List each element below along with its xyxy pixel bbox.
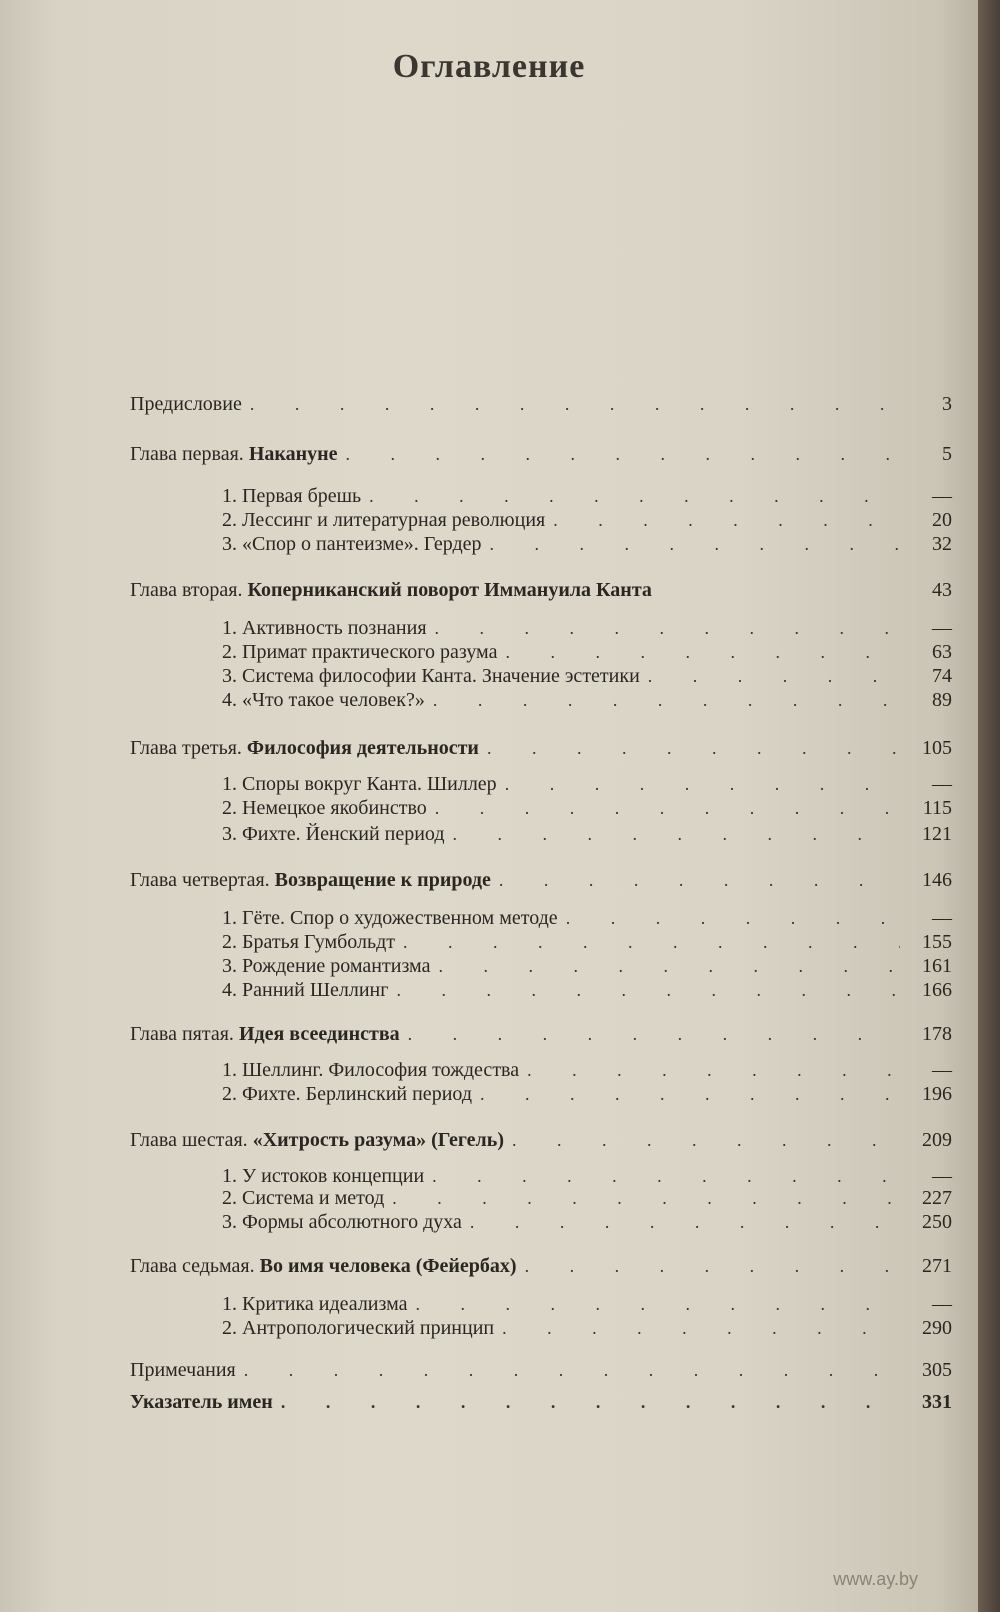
toc-page: 43 (932, 579, 952, 601)
chapter-prefix: Глава пятая. (130, 1023, 234, 1045)
toc-section (222, 1206, 952, 1234)
chapter-name: Философия деятельности (246, 737, 479, 759)
toc-chapter-4 (130, 864, 952, 892)
toc-page: 178 (922, 1023, 952, 1045)
section-label: 3. «Спор о пантеизме». Гердер (222, 533, 482, 555)
background-edge (978, 0, 1000, 1612)
section-label: 4. «Что такое человек?» (222, 689, 425, 711)
section-label: 3. Фихте. Йенский период (222, 823, 445, 845)
chapter-name: Накануне (248, 443, 338, 465)
toc-section (222, 1312, 952, 1340)
chapter-name: Возвращение к природе (274, 869, 491, 891)
toc-page: 146 (922, 869, 952, 891)
toc-page: — (932, 907, 952, 929)
section-label: 1. Шеллинг. Философия тождества (222, 1059, 520, 1081)
toc-page: — (932, 485, 952, 507)
section-label: 1. У истоков концепции (222, 1165, 425, 1187)
leader-dots (396, 978, 900, 1002)
leader-dots (408, 1022, 900, 1046)
section-label: 1. Критика идеализма (222, 1293, 408, 1315)
leader-dots (244, 1358, 900, 1382)
toc-chapter-6 (130, 1124, 952, 1152)
toc-page: — (932, 617, 952, 639)
leader-dots (250, 392, 900, 416)
toc-section (222, 792, 952, 820)
section-label: 1. Первая брешь (222, 485, 362, 507)
toc-section (222, 1078, 952, 1106)
section-label: 2. Лессинг и литературная революция (222, 509, 546, 531)
toc-page: 227 (922, 1187, 952, 1209)
toc-chapter-3 (130, 732, 952, 760)
toc-entry-index (130, 1386, 952, 1414)
leader-dots (453, 822, 900, 846)
toc-section (222, 528, 952, 556)
leader-dots (470, 1210, 900, 1234)
toc-chapter-1 (130, 438, 952, 466)
section-label: 2. Немецкое якобинство (222, 797, 427, 819)
leader-dots (502, 1316, 900, 1340)
chapter-prefix: Глава вторая. (130, 579, 243, 601)
toc-section (222, 684, 952, 712)
toc-page: 121 (922, 823, 952, 845)
toc-page: 290 (922, 1317, 952, 1339)
section-label: 4. Ранний Шеллинг (222, 979, 389, 1001)
leader-dots (480, 1082, 900, 1106)
section-label: 2. Система и метод (222, 1187, 385, 1209)
watermark: www.ay.by (833, 1569, 918, 1589)
chapter-name: Идея всеединства (238, 1023, 400, 1045)
toc-page: 32 (932, 533, 952, 555)
toc-page: 20 (932, 509, 952, 531)
leader-dots (525, 1254, 900, 1278)
toc-page: — (932, 1165, 952, 1187)
toc-page: 89 (932, 689, 952, 711)
toc-page: 74 (932, 665, 952, 687)
section-label: 2. Братья Гумбольдт (222, 931, 396, 953)
section-label: 1. Гёте. Спор о художественном методе (222, 907, 558, 929)
toc-page: — (932, 773, 952, 795)
chapter-prefix: Глава четвертая. (130, 869, 270, 891)
leader-dots (512, 1128, 900, 1152)
section-label: 3. Формы абсолютного духа (222, 1211, 462, 1233)
toc-page: 305 (922, 1359, 952, 1381)
toc-page: 271 (922, 1255, 952, 1277)
section-label: 3. Система философии Канта. Значение эстетики (222, 665, 640, 687)
section-label: 1. Споры вокруг Канта. Шиллер (222, 773, 497, 795)
leader-dots (499, 868, 900, 892)
toc-entry-preface (130, 388, 952, 416)
toc-page: 250 (922, 1211, 952, 1233)
section-label: 1. Активность познания (222, 617, 427, 639)
toc-page: 196 (922, 1083, 952, 1105)
chapter-prefix: Глава первая. (130, 443, 244, 465)
toc-chapter-5 (130, 1018, 952, 1046)
section-label: 2. Примат практического разума (222, 641, 498, 663)
leader-dots (433, 688, 900, 712)
toc-chapter-2 (130, 574, 952, 602)
chapter-name: Во имя человека (Фейербах) (259, 1255, 517, 1277)
toc-page: 63 (932, 641, 952, 663)
toc-chapter-7 (130, 1250, 952, 1278)
toc-label: Примечания (130, 1359, 236, 1381)
chapter-name: «Хитрость разума» (Гегель) (252, 1129, 504, 1151)
chapter-prefix: Глава седьмая. (130, 1255, 255, 1277)
leader-dots (487, 736, 900, 760)
toc-page: 5 (942, 443, 952, 465)
chapter-prefix: Глава шестая. (130, 1129, 248, 1151)
toc-page: 3 (942, 393, 952, 415)
page-title: Оглавление (392, 48, 586, 85)
toc-entry-notes (130, 1354, 952, 1382)
toc-page: 166 (922, 979, 952, 1001)
toc-page: — (932, 1293, 952, 1315)
section-label: 2. Фихте. Берлинский период (222, 1083, 472, 1105)
toc-page: 331 (922, 1391, 952, 1413)
toc-section (222, 974, 952, 1002)
toc-page: — (932, 1059, 952, 1081)
toc-page: 105 (922, 737, 952, 759)
toc-section (222, 818, 952, 846)
toc-page: 161 (922, 955, 952, 977)
chapter-name: Коперниканский поворот Иммануила Канта (247, 579, 652, 601)
leader-dots (490, 532, 900, 556)
toc-page: 155 (922, 931, 952, 953)
leader-dots (346, 442, 900, 466)
toc-page: 209 (922, 1129, 952, 1151)
leader-dots (435, 796, 900, 820)
section-label: 3. Рождение романтизма (222, 955, 431, 977)
toc-label: Указатель имен (130, 1391, 273, 1413)
leader-dots (281, 1390, 900, 1414)
toc-label: Предисловие (130, 393, 242, 415)
toc-page: 115 (922, 797, 952, 819)
section-label: 2. Антропологический принцип (222, 1317, 495, 1339)
chapter-prefix: Глава третья. (130, 737, 242, 759)
